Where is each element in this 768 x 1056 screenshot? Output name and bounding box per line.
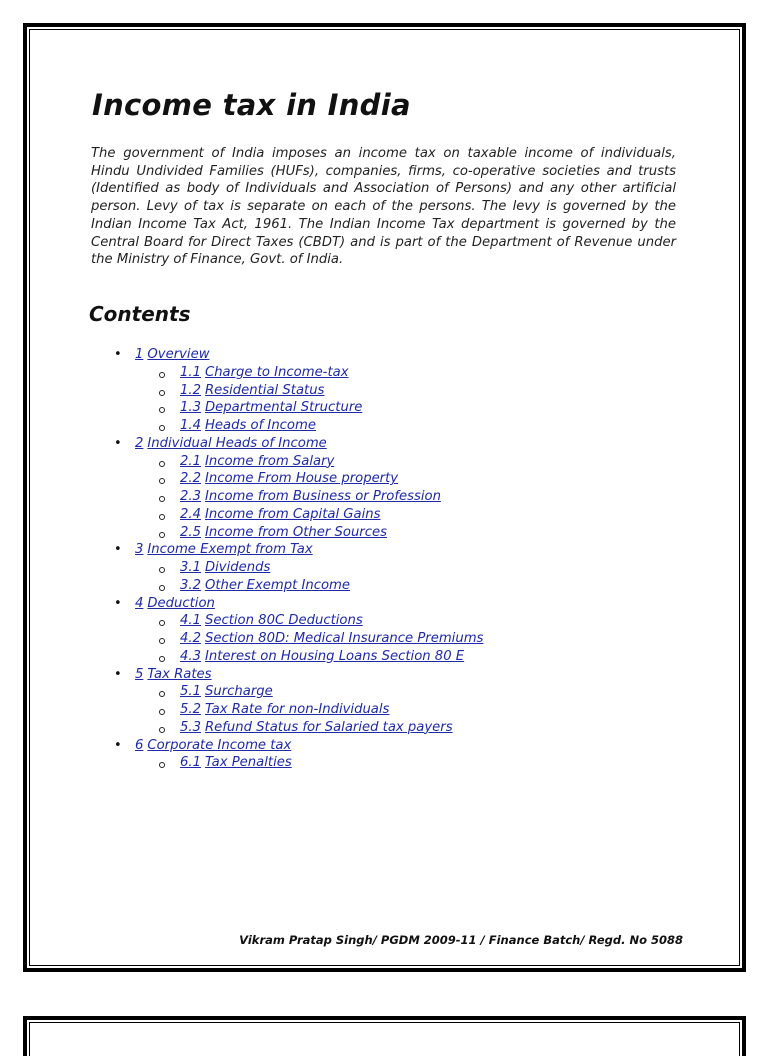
toc-number-link[interactable]: 4.3 — [180, 648, 201, 664]
toc-label-link[interactable]: Charge to Income-tax — [204, 364, 349, 380]
toc-number-link[interactable]: 6.1 — [180, 755, 201, 771]
toc-number-link[interactable]: 1.1 — [180, 364, 201, 380]
table-of-contents — [114, 346, 483, 772]
toc-subsection-item — [114, 648, 483, 666]
toc-number-link[interactable]: 5.3 — [180, 719, 201, 735]
toc-label-link[interactable]: Departmental Structure — [204, 400, 363, 416]
toc-subsection-item — [114, 524, 483, 542]
toc-section-item — [114, 346, 483, 364]
toc-number-link[interactable]: 2.1 — [180, 453, 201, 469]
toc-label-link[interactable]: Interest on Housing Loans Section 80 E — [204, 648, 465, 664]
toc-subsection-item — [114, 612, 483, 630]
toc-label-link[interactable]: Income Exempt from Tax — [147, 542, 313, 558]
toc-label-link[interactable]: Income from Other Sources — [204, 524, 387, 540]
toc-label-link[interactable]: Residential Status — [204, 382, 325, 398]
toc-number-link[interactable]: 2.5 — [180, 524, 201, 540]
toc-section-item — [114, 666, 483, 684]
toc-label-link[interactable]: Section 80C Deductions — [204, 613, 363, 629]
toc-label-link[interactable]: Refund Status for Salaried tax payers — [204, 719, 453, 735]
contents-heading: Contents — [89, 302, 191, 326]
toc-label-link[interactable]: Surcharge — [204, 684, 273, 700]
toc-label-link[interactable]: Dividends — [204, 560, 271, 575]
toc-label-link[interactable]: Income from Capital Gains — [204, 506, 381, 522]
toc-subsection-item — [114, 382, 483, 400]
toc-number-link[interactable]: 1.3 — [180, 400, 201, 416]
toc-label-link[interactable]: Overview — [147, 347, 210, 362]
toc-label-link[interactable]: Other Exempt Income — [204, 577, 350, 593]
footer-credit: Vikram Pratap Singh/ PGDM 2009-11 / Finance Batch/ Regd. No 5088 — [239, 933, 683, 947]
toc-label-link[interactable]: Heads of Income — [204, 418, 316, 433]
toc-section-item — [114, 541, 483, 559]
toc-number-link[interactable]: 5 — [135, 666, 144, 682]
toc-number-link[interactable]: 4 — [135, 595, 144, 611]
toc-subsection-item — [114, 364, 483, 382]
toc-label-link[interactable]: Corporate Income tax — [147, 737, 292, 753]
toc-number-link[interactable]: 1.2 — [180, 382, 201, 398]
toc-subsection-item — [114, 506, 483, 524]
toc-number-link[interactable]: 5.1 — [180, 684, 201, 700]
toc-number-link[interactable]: 4.2 — [180, 631, 201, 646]
toc-number-link[interactable]: 2 — [135, 435, 144, 451]
toc-label-link[interactable]: Tax Penalties — [204, 755, 292, 771]
toc-subsection-item — [114, 719, 483, 737]
toc-label-link[interactable]: Tax Rate for non-Individuals — [204, 702, 390, 717]
toc-subsection-item — [114, 559, 483, 577]
toc-subsection-item — [114, 488, 483, 506]
toc-number-link[interactable]: 4.1 — [180, 613, 201, 629]
toc-subsection-item — [114, 417, 483, 435]
toc-number-link[interactable]: 3 — [135, 542, 144, 558]
toc-label-link[interactable]: Individual Heads of Income — [147, 435, 327, 451]
toc-subsection-item — [114, 754, 483, 772]
toc-subsection-item — [114, 701, 483, 719]
toc-number-link[interactable]: 3.2 — [180, 577, 201, 593]
toc-number-link[interactable]: 1.4 — [180, 418, 201, 433]
toc-number-link[interactable]: 5.2 — [180, 702, 201, 717]
toc-subsection-item — [114, 577, 483, 595]
toc-section-item — [114, 435, 483, 453]
next-document-page — [23, 1016, 746, 1056]
toc-subsection-item — [114, 683, 483, 701]
intro-paragraph: The government of India imposes an income tax on taxable income of individuals, Hindu Undivided Families (HUFs), companies, firms, co-operative societies and trusts (Identified as body of Individuals and Association of Persons) and any other artificial person. Levy of tax is separate on each of the persons. The levy is governed by the Indian Income Tax Act, 1961. The Indian Income Tax department is governed by the Central Board for Direct Taxes (CBDT) and is part of the Department of Revenue under the Ministry of Finance, Govt. of India. — [91, 146, 676, 268]
toc-label-link[interactable]: Income From House property — [204, 471, 399, 487]
toc-subsection-item — [114, 630, 483, 648]
toc-section-item — [114, 595, 483, 613]
toc-label-link[interactable]: Section 80D: Medical Insurance Premiums — [204, 631, 484, 646]
toc-number-link[interactable]: 2.2 — [180, 471, 201, 487]
toc-number-link[interactable]: 3.1 — [180, 560, 201, 575]
toc-number-link[interactable]: 2.4 — [180, 506, 201, 522]
toc-number-link[interactable]: 1 — [135, 347, 144, 362]
toc-list — [114, 346, 483, 772]
toc-number-link[interactable]: 6 — [135, 737, 144, 753]
toc-subsection-item — [114, 399, 483, 417]
toc-label-link[interactable]: Income from Salary — [204, 453, 335, 469]
page-title: Income tax in India — [92, 88, 411, 122]
toc-number-link[interactable]: 2.3 — [180, 489, 201, 504]
toc-label-link[interactable]: Income from Business or Profession — [204, 489, 441, 504]
toc-label-link[interactable]: Deduction — [147, 595, 215, 611]
toc-subsection-item — [114, 470, 483, 488]
toc-section-item — [114, 737, 483, 755]
toc-label-link[interactable]: Tax Rates — [147, 666, 212, 682]
toc-subsection-item — [114, 453, 483, 471]
